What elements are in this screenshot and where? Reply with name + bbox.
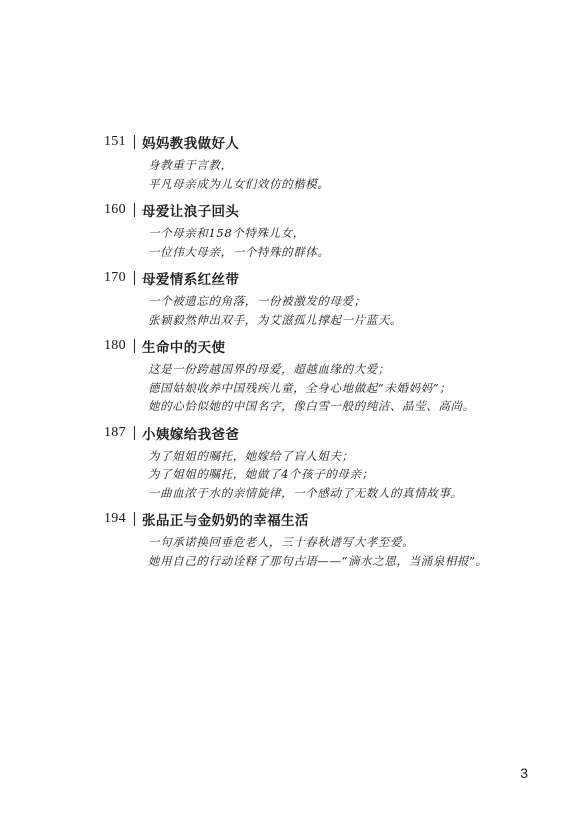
toc-page-number: 194 <box>104 511 126 526</box>
toc-description-line: 平凡母亲成为儿女们效仿的楷模。 <box>148 176 330 191</box>
toc-description <box>148 447 564 503</box>
toc-description <box>148 156 564 193</box>
toc-entry-header <box>104 132 564 152</box>
toc-description-line: 张颖毅然伸出双手，为艾滋孤儿撑起一片蓝天。 <box>148 312 403 327</box>
toc-entry <box>104 268 564 329</box>
toc-divider <box>134 135 135 149</box>
toc-description-line: 这是一份跨越国界的母爱，超越血缘的大爱； <box>148 362 390 376</box>
toc-divider <box>134 339 135 353</box>
toc-description-line: 身教重于言教， <box>148 158 233 172</box>
table-of-contents <box>104 132 564 577</box>
toc-description <box>148 360 564 416</box>
toc-divider <box>134 426 135 440</box>
toc-divider <box>134 271 135 285</box>
toc-description-line: 一个被遗忘的角落，一份被激发的母爱； <box>148 294 366 308</box>
toc-description-line: 德国姑娘收养中国残疾儿童，全身心地做起“未婚妈妈”； <box>148 380 452 395</box>
toc-entry-header <box>104 336 564 356</box>
toc-description-line: 她用自己的行动诠释了那句古语——“滴水之恩，当涌泉相报”。 <box>148 553 488 568</box>
toc-entry <box>104 200 564 261</box>
toc-entry-header <box>104 200 564 220</box>
toc-description-line: 一句承诺换回垂危老人，三十春秋谱写大孝至爱。 <box>148 535 415 549</box>
toc-page-number: 180 <box>104 338 126 353</box>
toc-entry-header <box>104 268 564 288</box>
toc-description-line: 她的心恰似她的中国名字，像白雪一般的纯洁、晶莹、高尚。 <box>148 399 475 413</box>
toc-entry <box>104 132 564 193</box>
toc-entry <box>104 509 564 570</box>
toc-page-number: 170 <box>104 270 126 285</box>
toc-title: 小姨嫁给我爸爸 <box>142 426 240 443</box>
toc-description-line: 为了姐姐的嘱托，她嫁给了盲人姐夫； <box>148 448 354 463</box>
toc-divider <box>134 512 135 526</box>
toc-description-line: 为了姐姐的嘱托，她做了4个孩子的母亲； <box>148 467 374 481</box>
toc-description <box>148 292 564 329</box>
toc-entry-header <box>104 509 564 529</box>
toc-description <box>148 533 564 570</box>
toc-page-number: 160 <box>104 202 126 217</box>
toc-title: 妈妈教我做好人 <box>142 136 240 152</box>
toc-entry <box>104 336 564 416</box>
toc-title: 母爱让浪子回头 <box>142 204 240 220</box>
toc-page-number: 151 <box>104 134 126 149</box>
toc-description <box>148 224 564 261</box>
toc-title: 生命中的天使 <box>142 340 226 356</box>
toc-entry-header <box>104 423 564 443</box>
toc-description-line: 一个母亲和158个特殊儿女， <box>148 226 305 240</box>
toc-entry <box>104 423 564 503</box>
page-number: 3 <box>520 765 528 781</box>
toc-description-line: 一位伟大母亲，一个特殊的群体。 <box>148 244 330 259</box>
toc-title: 张品正与金奶奶的幸福生活 <box>142 513 309 529</box>
toc-title: 母爱情系红丝带 <box>142 272 240 288</box>
toc-page-number: 187 <box>104 424 126 440</box>
toc-divider <box>134 203 135 217</box>
toc-description-line: 一曲血浓于水的亲情旋律，一个感动了无数人的真情故事。 <box>148 485 463 500</box>
